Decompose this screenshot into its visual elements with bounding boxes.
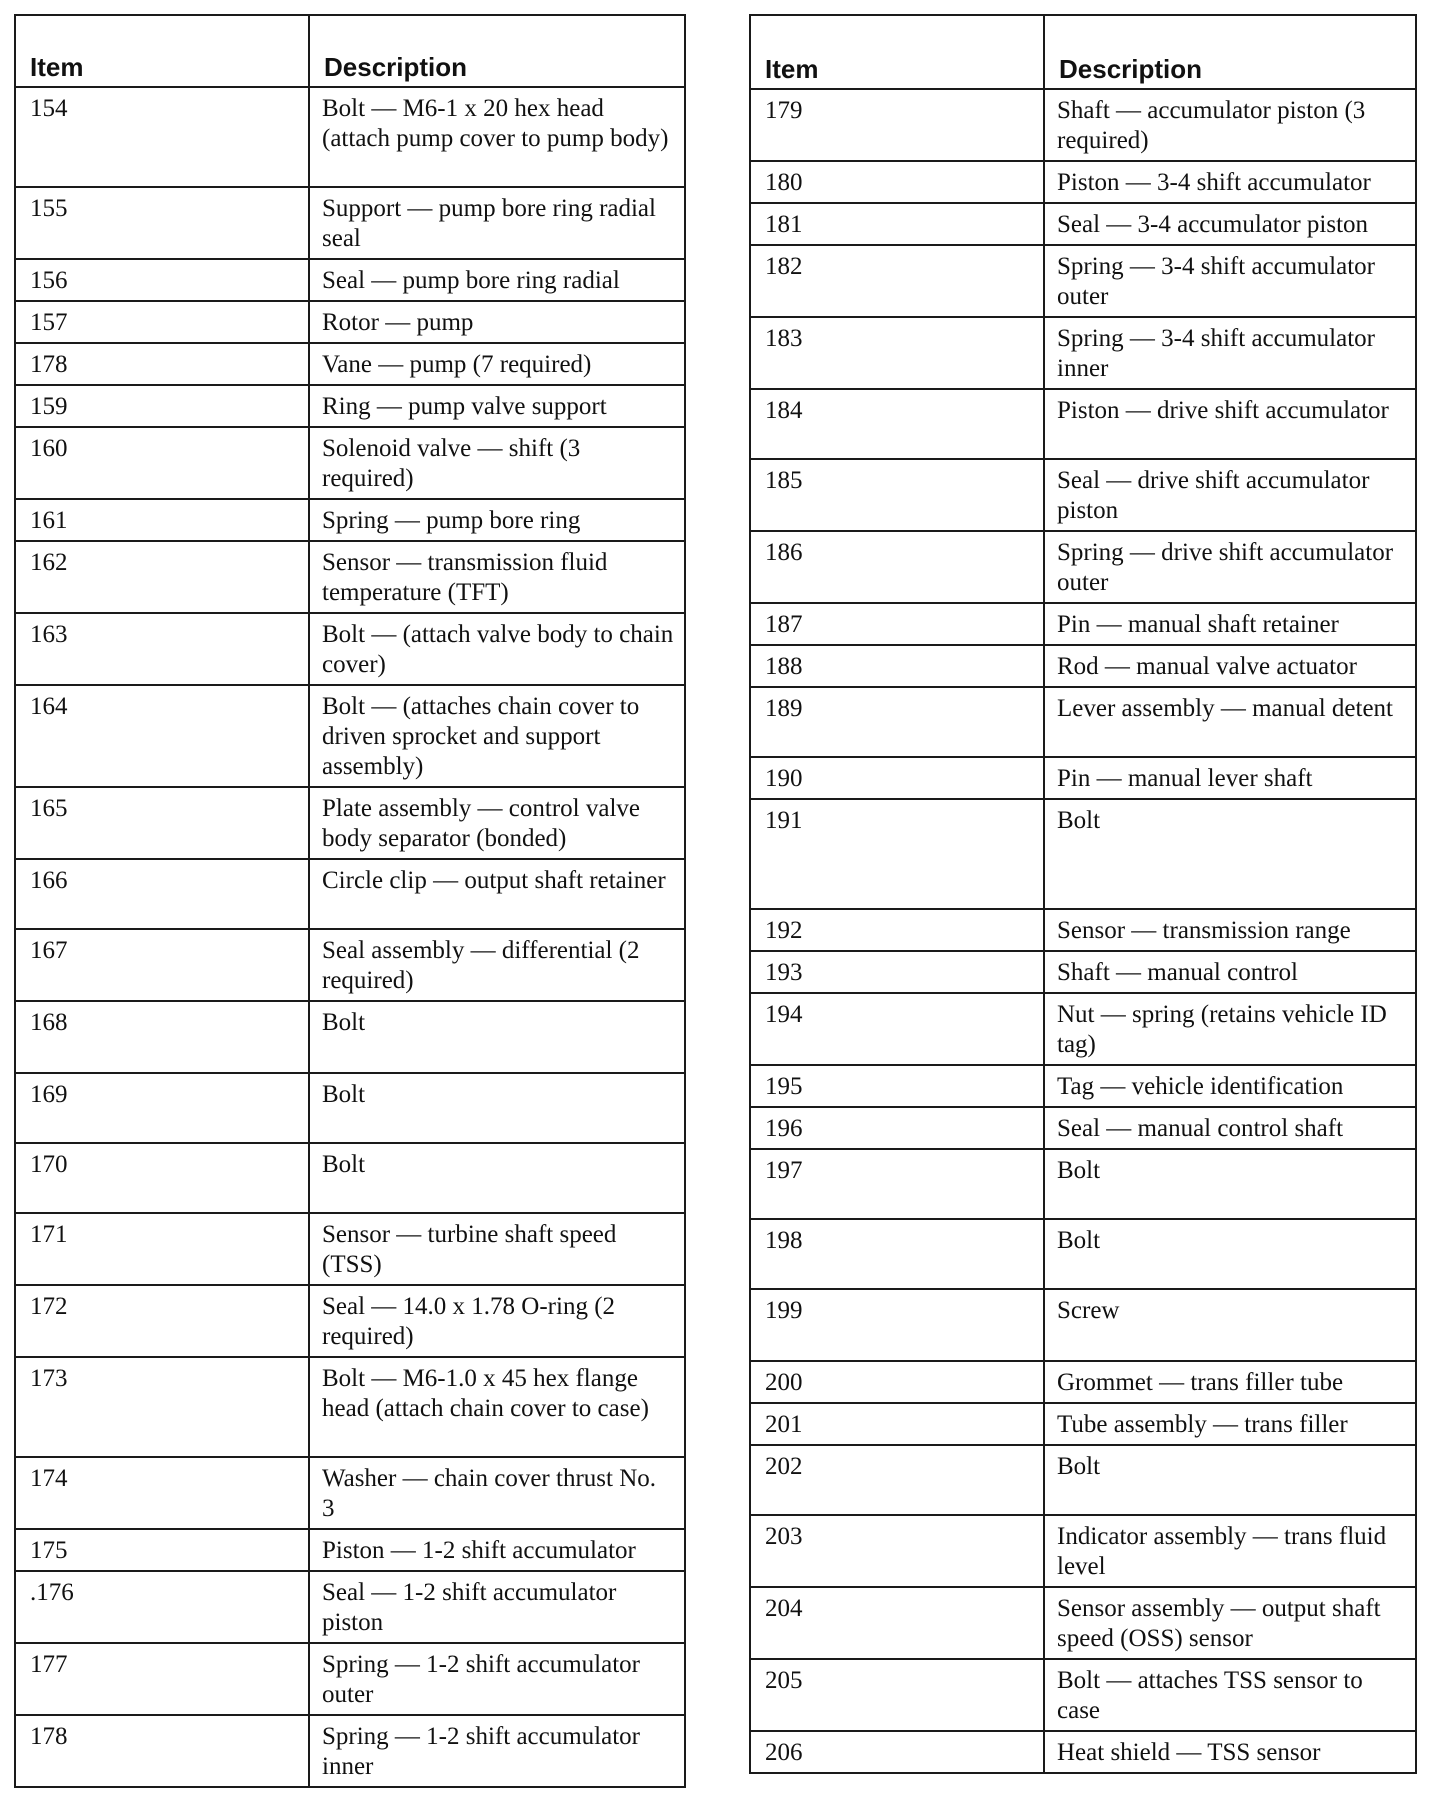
item-number-cell: .176	[15, 1571, 309, 1643]
table-body	[15, 87, 685, 1787]
item-description-cell: Seal — pump bore ring radial	[309, 259, 685, 301]
table-row	[750, 1149, 1416, 1219]
item-description-cell: Grommet — trans filler tube	[1044, 1361, 1416, 1403]
table-row	[750, 1515, 1416, 1587]
item-number-cell: 166	[15, 859, 309, 929]
item-number-cell: 164	[15, 685, 309, 787]
table-row	[15, 859, 685, 929]
table-row	[750, 1219, 1416, 1289]
item-description-cell: Spring — 3-4 shift accumulator outer	[1044, 245, 1416, 317]
table-row	[750, 531, 1416, 603]
table-row	[750, 459, 1416, 531]
item-description-cell: Rotor — pump	[309, 301, 685, 343]
item-description-cell: Circle clip — output shaft retainer	[309, 859, 685, 929]
item-number-cell: 172	[15, 1285, 309, 1357]
table-body	[750, 89, 1416, 1773]
table-row	[15, 427, 685, 499]
item-number-cell: 160	[15, 427, 309, 499]
table-row	[15, 1643, 685, 1715]
item-description-cell: Piston — 1-2 shift accumulator	[309, 1529, 685, 1571]
item-number-cell: 194	[750, 993, 1044, 1065]
table-row	[15, 301, 685, 343]
item-description-cell: Sensor — transmission range	[1044, 909, 1416, 951]
item-description-cell: Bolt — M6-1 x 20 hex head (attach pump cover to pump body)	[309, 87, 685, 187]
item-description-cell: Vane — pump (7 required)	[309, 343, 685, 385]
table-row	[15, 1715, 685, 1787]
item-number-cell: 193	[750, 951, 1044, 993]
item-number-cell: 184	[750, 389, 1044, 459]
item-description-cell: Bolt	[309, 1073, 685, 1143]
table-row	[750, 603, 1416, 645]
table-row	[15, 541, 685, 613]
item-description-cell: Piston — drive shift accumulator	[1044, 389, 1416, 459]
item-description-cell: Tag — vehicle identification	[1044, 1065, 1416, 1107]
item-description-cell: Seal assembly — differential (2 required)	[309, 929, 685, 1001]
item-number-cell: 204	[750, 1587, 1044, 1659]
item-number-cell: 156	[15, 259, 309, 301]
item-description-cell: Support — pump bore ring radial seal	[309, 187, 685, 259]
item-description-cell: Seal — 1-2 shift accumulator piston	[309, 1571, 685, 1643]
item-description-cell: Spring — 3-4 shift accumulator inner	[1044, 317, 1416, 389]
table-row	[15, 929, 685, 1001]
item-number-cell: 155	[15, 187, 309, 259]
item-number-cell: 205	[750, 1659, 1044, 1731]
item-description-cell: Bolt	[309, 1001, 685, 1073]
item-description-cell: Bolt — (attaches chain cover to driven sprocket and support assembly)	[309, 685, 685, 787]
table-row	[750, 1289, 1416, 1361]
table-row	[15, 685, 685, 787]
item-description-cell: Ring — pump valve support	[309, 385, 685, 427]
item-number-cell: 182	[750, 245, 1044, 317]
item-number-cell: 173	[15, 1357, 309, 1457]
table-row	[750, 161, 1416, 203]
item-number-cell: 185	[750, 459, 1044, 531]
table-row	[15, 1073, 685, 1143]
table-header-row	[750, 15, 1416, 89]
table-row	[750, 1107, 1416, 1149]
item-number-cell: 168	[15, 1001, 309, 1073]
item-description-cell: Washer — chain cover thrust No. 3	[309, 1457, 685, 1529]
table-row	[750, 993, 1416, 1065]
item-number-cell: 171	[15, 1213, 309, 1285]
item-number-cell: 159	[15, 385, 309, 427]
item-description-cell: Sensor assembly — output shaft speed (OSS) sensor	[1044, 1587, 1416, 1659]
item-number-cell: 192	[750, 909, 1044, 951]
item-description-cell: Sensor — transmission fluid temperature (TFT)	[309, 541, 685, 613]
item-number-cell: 195	[750, 1065, 1044, 1107]
item-number-cell: 186	[750, 531, 1044, 603]
item-number-cell: 175	[15, 1529, 309, 1571]
table-row	[15, 1001, 685, 1073]
table-row	[750, 1731, 1416, 1773]
item-number-cell: 197	[750, 1149, 1044, 1219]
table-row	[15, 1213, 685, 1285]
item-number-cell: 181	[750, 203, 1044, 245]
description-column-header: Description	[309, 15, 685, 87]
item-description-cell: Nut — spring (retains vehicle ID tag)	[1044, 993, 1416, 1065]
item-number-cell: 177	[15, 1643, 309, 1715]
table-row	[15, 1143, 685, 1213]
item-description-cell: Pin — manual lever shaft	[1044, 757, 1416, 799]
table-row	[15, 1457, 685, 1529]
table-row	[15, 1357, 685, 1457]
item-number-cell: 198	[750, 1219, 1044, 1289]
item-description-cell: Pin — manual shaft retainer	[1044, 603, 1416, 645]
table-row	[750, 1403, 1416, 1445]
item-number-cell: 157	[15, 301, 309, 343]
item-description-cell: Spring — pump bore ring	[309, 499, 685, 541]
item-number-cell: 163	[15, 613, 309, 685]
item-number-cell: 203	[750, 1515, 1044, 1587]
table-row	[750, 757, 1416, 799]
item-description-cell: Plate assembly — control valve body separator (bonded)	[309, 787, 685, 859]
table-row	[750, 909, 1416, 951]
item-description-cell: Rod — manual valve actuator	[1044, 645, 1416, 687]
item-description-cell: Tube assembly — trans filler	[1044, 1403, 1416, 1445]
table-row	[750, 389, 1416, 459]
table-row	[15, 499, 685, 541]
item-number-cell: 167	[15, 929, 309, 1001]
table-row	[15, 259, 685, 301]
item-description-cell: Heat shield — TSS sensor	[1044, 1731, 1416, 1773]
table-row	[15, 187, 685, 259]
item-description-cell: Seal — manual control shaft	[1044, 1107, 1416, 1149]
item-description-cell: Shaft — manual control	[1044, 951, 1416, 993]
item-number-cell: 154	[15, 87, 309, 187]
table-row	[750, 1361, 1416, 1403]
item-description-cell: Bolt	[1044, 1149, 1416, 1219]
item-number-cell: 189	[750, 687, 1044, 757]
item-description-cell: Screw	[1044, 1289, 1416, 1361]
item-number-cell: 174	[15, 1457, 309, 1529]
item-number-cell: 170	[15, 1143, 309, 1213]
item-description-cell: Spring — 1-2 shift accumulator inner	[309, 1715, 685, 1787]
item-description-cell: Seal — drive shift accumulator piston	[1044, 459, 1416, 531]
item-number-cell: 161	[15, 499, 309, 541]
item-number-cell: 162	[15, 541, 309, 613]
item-description-cell: Bolt	[309, 1143, 685, 1213]
table-row	[750, 1445, 1416, 1515]
table-row	[750, 645, 1416, 687]
item-number-cell: 188	[750, 645, 1044, 687]
item-description-cell: Shaft — accumulator piston (3 required)	[1044, 89, 1416, 161]
item-description-cell: Indicator assembly — trans fluid level	[1044, 1515, 1416, 1587]
item-description-cell: Solenoid valve — shift (3 required)	[309, 427, 685, 499]
item-number-cell: 202	[750, 1445, 1044, 1515]
table-header-row	[15, 15, 685, 87]
item-description-cell: Seal — 3-4 accumulator piston	[1044, 203, 1416, 245]
item-description-cell: Bolt — (attach valve body to chain cover)	[309, 613, 685, 685]
table-row	[15, 87, 685, 187]
table-row	[15, 1571, 685, 1643]
item-description-cell: Bolt — M6-1.0 x 45 hex flange head (attach chain cover to case)	[309, 1357, 685, 1457]
table-row	[750, 799, 1416, 909]
item-number-cell: 187	[750, 603, 1044, 645]
table-row	[750, 1065, 1416, 1107]
item-description-cell: Spring — drive shift accumulator outer	[1044, 531, 1416, 603]
table-row	[750, 951, 1416, 993]
item-number-cell: 183	[750, 317, 1044, 389]
item-number-cell: 206	[750, 1731, 1044, 1773]
item-number-cell: 165	[15, 787, 309, 859]
item-number-cell: 191	[750, 799, 1044, 909]
item-number-cell: 201	[750, 1403, 1044, 1445]
item-description-cell: Seal — 14.0 x 1.78 O-ring (2 required)	[309, 1285, 685, 1357]
item-number-cell: 190	[750, 757, 1044, 799]
item-description-cell: Piston — 3-4 shift accumulator	[1044, 161, 1416, 203]
table-row	[750, 1587, 1416, 1659]
table-row	[15, 787, 685, 859]
table-row	[750, 1659, 1416, 1731]
item-description-cell: Bolt — attaches TSS sensor to case	[1044, 1659, 1416, 1731]
item-number-cell: 200	[750, 1361, 1044, 1403]
parts-table-left	[14, 14, 686, 1788]
item-description-cell: Sensor — turbine shaft speed (TSS)	[309, 1213, 685, 1285]
table-row	[15, 343, 685, 385]
item-description-cell: Bolt	[1044, 799, 1416, 909]
item-description-cell: Bolt	[1044, 1219, 1416, 1289]
item-column-header: Item	[750, 15, 1044, 89]
item-number-cell: 199	[750, 1289, 1044, 1361]
item-number-cell: 178	[15, 343, 309, 385]
item-number-cell: 196	[750, 1107, 1044, 1149]
table-row	[750, 89, 1416, 161]
table-row	[15, 1285, 685, 1357]
table-row	[15, 1529, 685, 1571]
table-row	[750, 203, 1416, 245]
parts-table-right	[749, 14, 1417, 1774]
table-row	[15, 385, 685, 427]
item-number-cell: 179	[750, 89, 1044, 161]
item-description-cell: Spring — 1-2 shift accumulator outer	[309, 1643, 685, 1715]
table-row	[750, 687, 1416, 757]
table-row	[750, 245, 1416, 317]
table-row	[750, 317, 1416, 389]
table-row	[15, 613, 685, 685]
item-number-cell: 178	[15, 1715, 309, 1787]
item-column-header: Item	[15, 15, 309, 87]
description-column-header: Description	[1044, 15, 1416, 89]
item-description-cell: Bolt	[1044, 1445, 1416, 1515]
item-description-cell: Lever assembly — manual detent	[1044, 687, 1416, 757]
item-number-cell: 169	[15, 1073, 309, 1143]
item-number-cell: 180	[750, 161, 1044, 203]
